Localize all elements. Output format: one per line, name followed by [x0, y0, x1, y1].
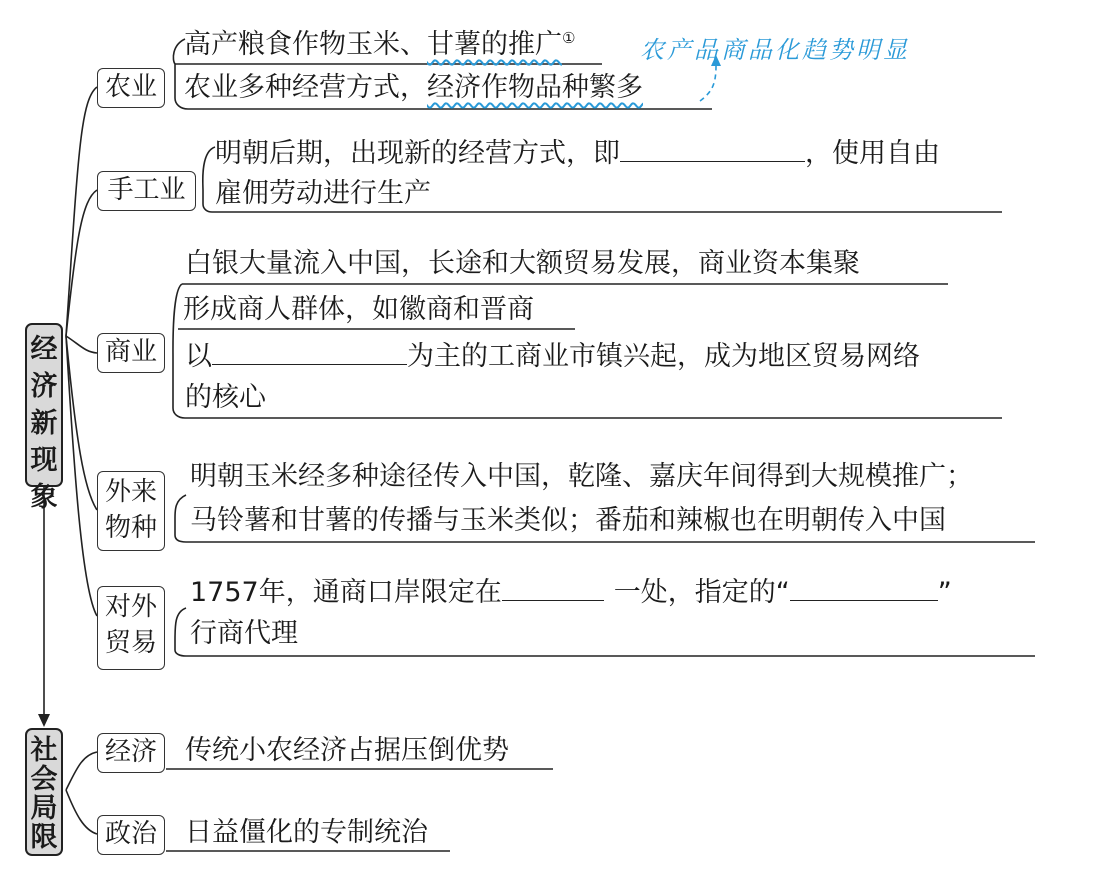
branch-politics	[66, 790, 97, 834]
root-char: 象	[30, 482, 58, 513]
branch-commerce	[66, 336, 97, 353]
root-economic-new-phenomena	[25, 323, 63, 513]
bracket-foreign-species	[175, 495, 186, 542]
trade-text: ”	[937, 577, 952, 608]
root-char: 新	[30, 408, 58, 439]
handicraft-text: 明朝后期，出现新的经营方式，即	[215, 138, 620, 169]
handicraft-line-2: 雇佣劳动进行生产	[215, 178, 431, 209]
category-label-line: 贸易	[104, 628, 157, 658]
species-line-2: 马铃薯和甘薯的传播与玉米类似；番茄和辣椒也在明朝传入中国	[190, 505, 946, 536]
species-line-1: 明朝玉米经多种途径传入中国，乾隆、嘉庆年间得到大规模推广；	[190, 461, 973, 492]
commerce-text: 为主的工商业市镇兴起，成为地区贸易网络	[407, 341, 920, 372]
category-foreign-trade	[97, 586, 165, 670]
category-label-line: 物种	[104, 513, 157, 543]
root-char: 济	[30, 371, 58, 402]
handicraft-line-1	[215, 135, 940, 172]
category-handicraft: 手工业	[97, 171, 196, 211]
bracket-handicraft	[203, 147, 215, 212]
politics-text: 日益僵化的专制统治	[185, 817, 428, 848]
fill-blank	[502, 574, 604, 601]
root-char: 经	[30, 334, 58, 365]
commerce-line-2: 形成商人群体，如徽商和晋商	[183, 294, 534, 325]
root-char: 现	[30, 445, 58, 476]
root-char: 社	[30, 735, 58, 766]
note-dashed-arrow	[700, 66, 716, 101]
fill-blank	[212, 338, 407, 365]
trade-text: 1757年，通商口岸限定在	[190, 577, 502, 608]
agri-highlight: 经济作物品种繁多	[427, 72, 643, 103]
annotation-note: 农产品商品化趋势明显	[640, 36, 910, 64]
category-foreign-species	[97, 471, 165, 551]
agriculture-line-2	[184, 70, 643, 106]
agri-text: 农业多种经营方式，	[184, 72, 427, 103]
commerce-line-1: 白银大量流入中国，长途和大额贸易发展，商业资本集聚	[185, 248, 860, 279]
category-agriculture: 农业	[97, 68, 165, 108]
trade-text: 一处，指定的“	[613, 577, 790, 608]
branch-foreign-species	[66, 336, 97, 510]
economy-text: 传统小农经济占据压倒优势	[185, 735, 509, 766]
fill-blank	[790, 574, 938, 601]
agri-highlight: 甘薯的推广	[427, 29, 562, 60]
category-politics: 政治	[97, 815, 165, 855]
fill-blank	[620, 135, 805, 162]
footnote-mark: ①	[562, 29, 576, 47]
trade-line-1	[190, 574, 952, 611]
trade-line-2: 行商代理	[190, 618, 298, 649]
commerce-line-3	[185, 338, 920, 375]
branch-economy	[66, 752, 97, 790]
category-commerce: 商业	[97, 333, 165, 373]
handicraft-text: ，使用自由	[805, 138, 940, 169]
category-label-line: 对外	[104, 592, 157, 622]
root-char: 限	[30, 822, 58, 853]
commerce-text: 以	[185, 341, 212, 372]
commerce-line-4: 的核心	[185, 382, 266, 413]
root-social-limitations	[25, 728, 63, 856]
category-economy: 经济	[97, 733, 165, 773]
root-char: 局	[30, 793, 58, 824]
category-label-line: 外来	[104, 477, 157, 507]
bracket-foreign-trade	[175, 608, 186, 656]
arrow-head	[38, 714, 50, 727]
root-char: 会	[30, 764, 58, 795]
agri-text: 高产粮食作物玉米、	[184, 29, 427, 60]
agriculture-line-1	[184, 20, 575, 63]
